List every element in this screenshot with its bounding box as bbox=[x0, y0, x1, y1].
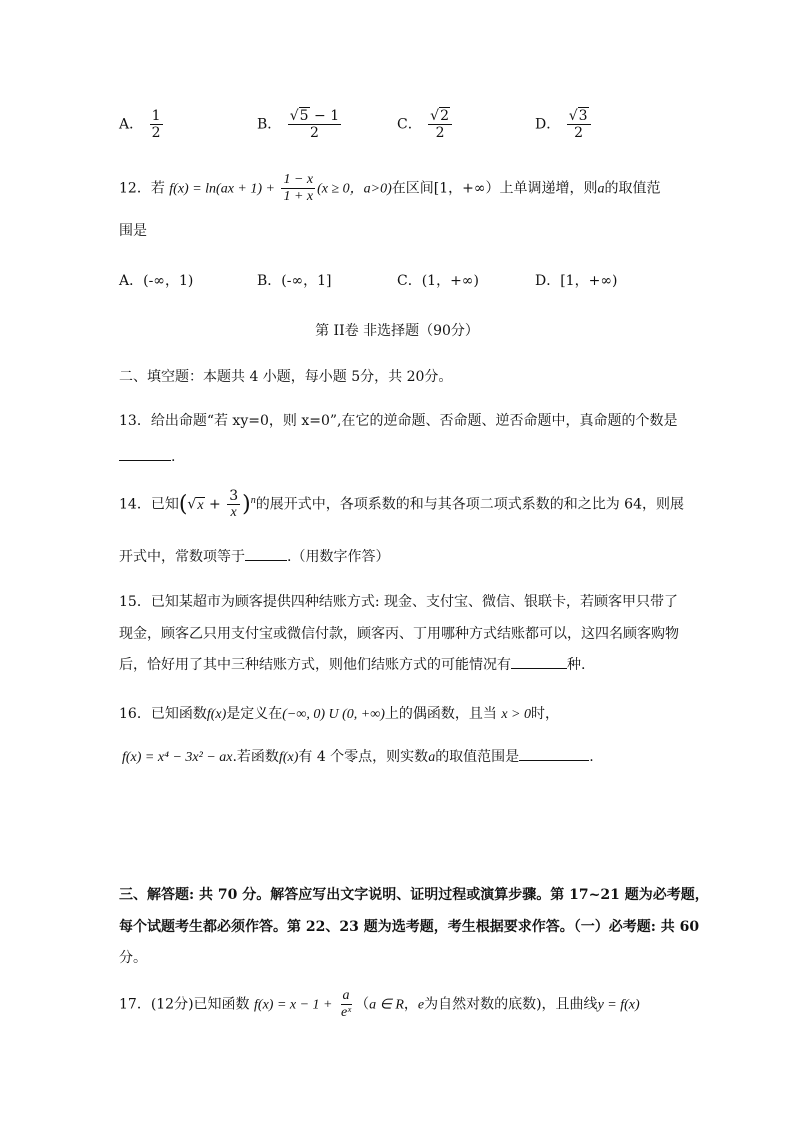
q12-stem: 12．若 f(x) = ln(ax + 1) + $\frac{1 - x}{1 + x}$ (x ≥ 0，a>0)在区间[1，+∞）上单调递增，则a的取值范 bbox=[119, 172, 661, 205]
q11-option-a bbox=[119, 108, 165, 141]
q13-line1: 13．给出命题“若 xy=0，则 x=0”,在它的逆命题、否命题、逆否命题中，真命题的个数是 bbox=[119, 413, 678, 429]
q11-options bbox=[119, 108, 719, 152]
q12-line2: 围是 bbox=[119, 223, 147, 239]
q14-line1: 14．已知(√x + $\frac{3}{x}$ )$^n$的展开式中，各项系数的和与其各项二项式系数的和之比为 64，则展 bbox=[119, 488, 684, 521]
q12-option-a: A．(-∞，1) bbox=[119, 273, 194, 289]
section-2-title: 第 II卷 非选择题（90分） bbox=[315, 323, 479, 339]
q15-line1: 15．已知某超市为顾客提供四种结账方式: 现金、支付宝、微信、银联卡，若顾客甲只带了 bbox=[119, 594, 678, 610]
fraction: $\frac{√5 - 1}{2}$ bbox=[289, 108, 340, 142]
q11-option-d bbox=[535, 108, 593, 141]
section-2-heading: 二、填空题：本题共 4 小题，每小题 5分，共 20分。 bbox=[119, 369, 453, 385]
q12-function: f(x) = ln(ax + 1) + bbox=[169, 181, 275, 197]
q11-option-c bbox=[397, 108, 454, 141]
section-3-line3: 分。 bbox=[119, 950, 147, 966]
section-3-line2: 每个试题考生都必须作答。第 22、23 题为选考题，考生根据要求作答。（一）必考题: 共 60 bbox=[119, 919, 700, 935]
section-3-line1: 三、解答题: 共 70 分。解答应写出文字说明、证明过程或演算步骤。第 17~21 题为必考题， bbox=[119, 887, 709, 903]
option-label: D． bbox=[535, 116, 561, 133]
answer-blank bbox=[119, 446, 171, 461]
q15-line2: 现金，顾客乙只用支付宝或微信付款，顾客丙、丁用哪种方式结账都可以，这四名顾客购物 bbox=[119, 626, 679, 642]
option-label: A． bbox=[119, 116, 144, 133]
q12-option-d: D．[1，+∞) bbox=[535, 273, 618, 289]
fraction: $\frac{√3}{2}$ bbox=[567, 108, 591, 141]
answer-blank bbox=[519, 746, 589, 761]
q17-stem: 17．(12分)已知函数 f(x) = x − 1 + $\frac{a}{\text{eˣ}}$ （a ∈ R，e为自然对数的底数)，且曲线y = f(x) bbox=[119, 988, 640, 1021]
q12-option-c: C．(1，+∞) bbox=[397, 273, 479, 289]
q15-line3: 后，恰好用了其中三种结账方式，则他们结账方式的可能情况有 种. bbox=[119, 654, 585, 674]
fraction: $\frac{3}{x}$ bbox=[229, 488, 239, 521]
q12-option-b: B．(-∞，1] bbox=[257, 273, 332, 289]
fraction: $\frac{1 - x}{1 + x}$ bbox=[283, 172, 314, 205]
q16-line2: f(x) = x⁴ − 3x² − ax.若函数f(x)有 4 个零点，则实数a的取值范围是 . bbox=[122, 746, 594, 766]
q12-condition: (x ≥ 0，a>0) bbox=[317, 181, 392, 197]
fraction: $\frac{1}{2}$ bbox=[151, 108, 161, 142]
q14-line2: 开式中，常数项等于 .（用数字作答） bbox=[119, 546, 389, 566]
q11-option-b bbox=[257, 108, 343, 141]
option-label: B． bbox=[257, 116, 282, 133]
q13-line2: . bbox=[119, 446, 175, 465]
q12-options bbox=[119, 270, 719, 290]
fraction: $\frac{a}{\text{eˣ}}$ bbox=[340, 988, 352, 1021]
option-label: C． bbox=[397, 116, 422, 133]
answer-blank bbox=[245, 546, 287, 561]
fraction: $\frac{√2}{2}$ bbox=[428, 108, 452, 141]
q16-line1: 16．已知函数f(x)是定义在(−∞, 0) U (0, +∞)上的偶函数，且当 x > 0时， bbox=[119, 706, 560, 722]
answer-blank bbox=[511, 654, 567, 669]
